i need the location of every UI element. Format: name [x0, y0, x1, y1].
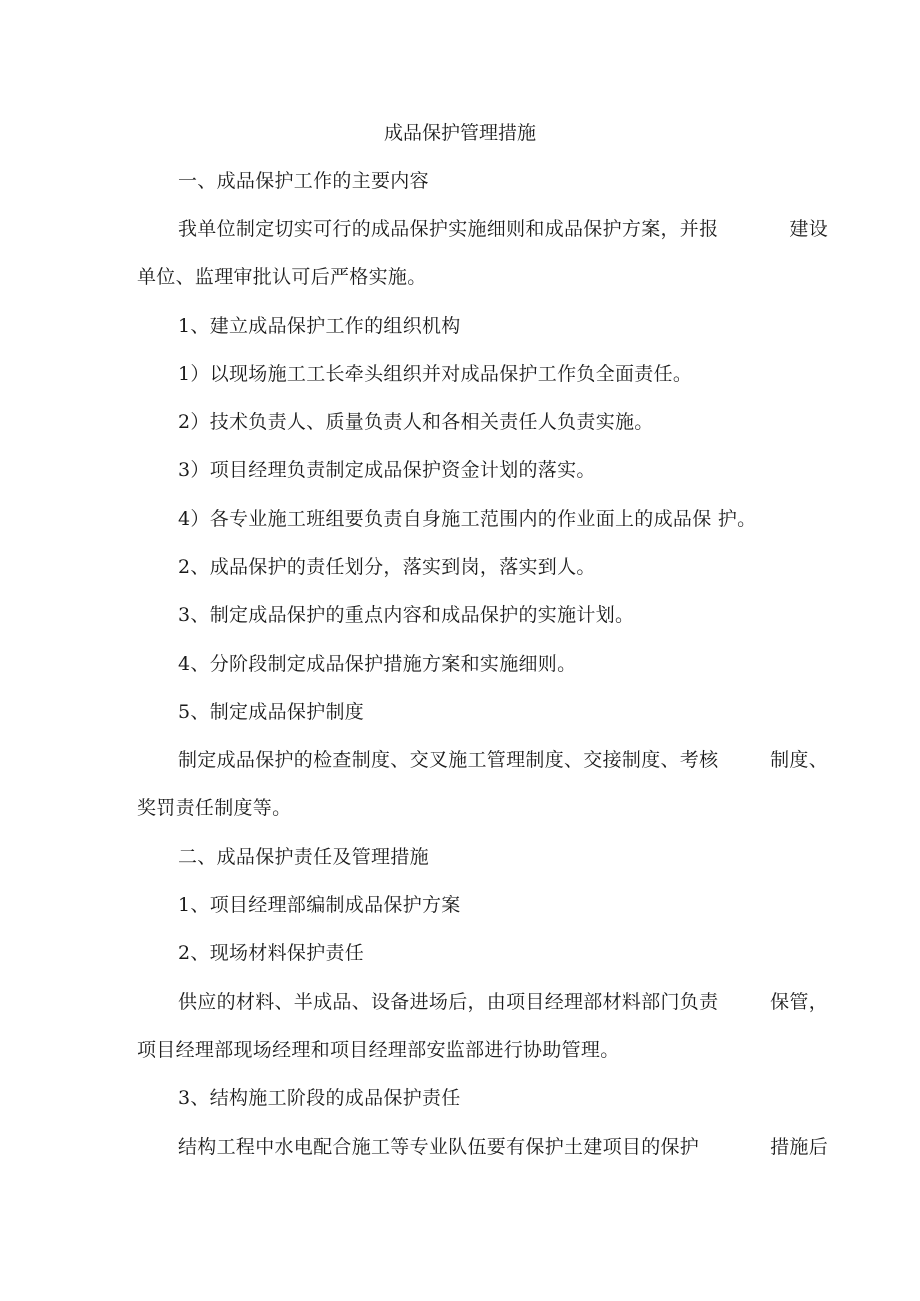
text-segment: 制度、	[770, 749, 828, 771]
paragraph-line: 项目经理部现场经理和项目经理部安监部进行协助管理。	[137, 1039, 620, 1061]
list-item: 3）项目经理负责制定成品保护资金计划的落实。	[178, 459, 596, 481]
subheading: 4、分阶段制定成品保护措施方案和实施细则。	[178, 653, 577, 675]
subheading: 1、建立成品保护工作的组织机构	[178, 315, 461, 337]
paragraph-line	[178, 747, 828, 773]
section-heading-1: 一、成品保护工作的主要内容	[178, 170, 429, 192]
section-heading-2: 二、成品保护责任及管理措施	[178, 846, 429, 868]
subheading: 3、制定成品保护的重点内容和成品保护的实施计划。	[178, 604, 635, 626]
text-segment: 制定成品保护的检查制度、交叉施工管理制度、交接制度、考核	[178, 749, 719, 771]
list-item: 4）各专业施工班组要负责自身施工范围内的作业面上的成品保 护。	[178, 508, 757, 530]
document-title: 成品保护管理措施	[383, 122, 536, 144]
text-segment: 保管，	[770, 991, 828, 1013]
subheading: 2、成品保护的责任划分，落实到岗，落实到人。	[178, 556, 596, 578]
text-segment: 结构工程中水电配合施工等专业队伍要有保护土建项目的保护	[178, 1136, 700, 1158]
paragraph-line	[178, 216, 828, 242]
paragraph-line: 单位、监理审批认可后严格实施。	[137, 266, 427, 288]
text-segment: 供应的材料、半成品、设备进场后，由项目经理部材料部门负责	[178, 991, 719, 1013]
subheading: 5、制定成品保护制度	[178, 701, 365, 723]
text-segment: 我单位制定切实可行的成品保护实施细则和成品保护方案，并报	[178, 218, 719, 240]
list-item: 2）技术负责人、质量负责人和各相关责任人负责实施。	[178, 411, 654, 433]
subheading: 1、项目经理部编制成品保护方案	[178, 894, 461, 916]
subheading: 2、现场材料保护责任	[178, 942, 365, 964]
paragraph-line	[178, 1134, 828, 1160]
text-segment: 建设	[789, 218, 828, 240]
paragraph-line	[178, 989, 828, 1015]
paragraph-line: 奖罚责任制度等。	[137, 797, 292, 819]
subheading: 3、结构施工阶段的成品保护责任	[178, 1087, 461, 1109]
list-item: 1）以现场施工工长牵头组织并对成品保护工作负全面责任。	[178, 363, 693, 385]
text-segment: 措施后	[770, 1136, 828, 1158]
